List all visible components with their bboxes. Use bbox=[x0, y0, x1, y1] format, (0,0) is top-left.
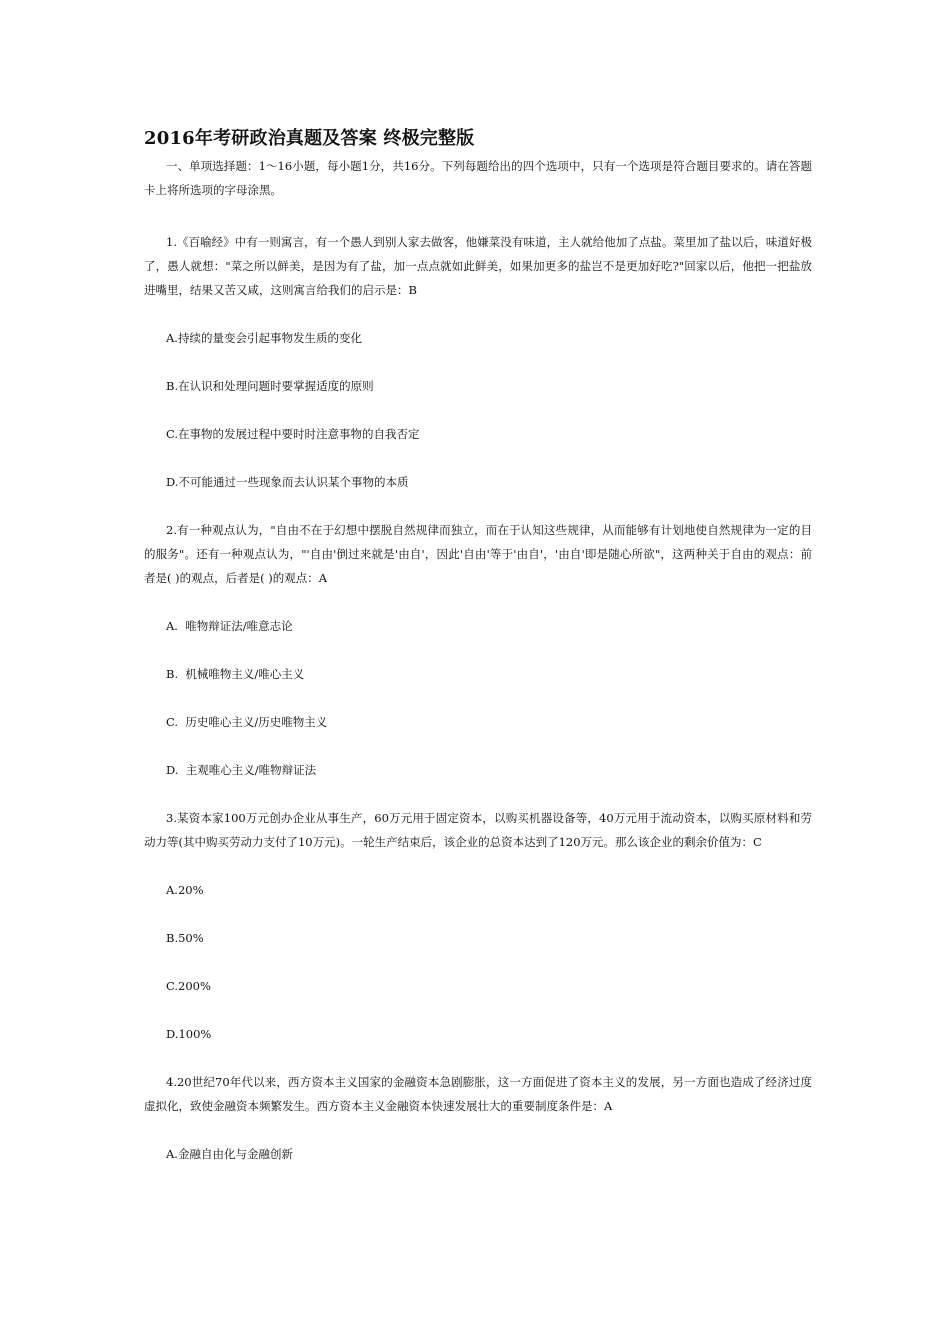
question-3-option-b: B.50% bbox=[166, 931, 204, 945]
question-2-option-c: C. 历史唯心主义/历史唯物主义 bbox=[166, 715, 328, 729]
question-1-option-a: A.持续的量变会引起事物发生质的变化 bbox=[166, 331, 362, 345]
page-title: 2016年考研政治真题及答案 终极完整版 bbox=[144, 128, 475, 149]
question-2-option-d: D. 主观唯心主义/唯物辩证法 bbox=[166, 763, 317, 777]
question-3-option-a: A.20% bbox=[166, 883, 204, 897]
question-2-option-b: B. 机械唯物主义/唯心主义 bbox=[166, 667, 305, 681]
question-3-option-c: C.200% bbox=[166, 979, 211, 993]
question-2-text: 2.有一种观点认为，"自由不在于幻想中摆脱自然规律而独立，而在于认知这些规律，从而能够有计划地使自然规律为一定的目的服务"。还有一种观点认为，"'自由'倒过来就是'由自'，因此'自由'等于'由自'，'由自'即是随心所欲"，这两种关于自由的观点：前者是( )的观点，后者是( )的观点：A bbox=[144, 523, 812, 585]
question-1-option-d: D.不可能通过一些现象而去认识某个事物的本质 bbox=[166, 475, 409, 489]
question-3-option-d: D.100% bbox=[166, 1027, 212, 1041]
document-page bbox=[144, 126, 812, 1190]
question-3-text: 3.某资本家100万元创办企业从事生产，60万元用于固定资本，以购买机器设备等，40万元用于流动资本，以购买原材料和劳动力等(其中购买劳动力支付了10万元)。一轮生产结束后，该企业的总资本达到了120万元。那么该企业的剩余价值为：C bbox=[144, 811, 812, 849]
question-2-option-a: A. 唯物辩证法/唯意志论 bbox=[166, 619, 293, 633]
question-1-option-b: B.在认识和处理问题时要掌握适度的原则 bbox=[166, 379, 374, 393]
question-4-option-a: A.金融自由化与金融创新 bbox=[166, 1147, 293, 1161]
question-4-text: 4.20世纪70年代以来，西方资本主义国家的金融资本急剧膨胀，这一方面促进了资本主义的发展，另一方面也造成了经济过度虚拟化，致使金融资本频繁发生。西方资本主义金融资本快速发展壮大的重要制度条件是：A bbox=[144, 1075, 812, 1113]
section-intro: 一、单项选择题：1～16小题，每小题1分，共16分。下列每题给出的四个选项中，只有一个选项是符合题目要求的。请在答题卡上将所选项的字母涂黑。 bbox=[144, 159, 812, 197]
question-1-text: 1.《百喻经》中有一则寓言，有一个愚人到别人家去做客，他嫌菜没有味道，主人就给他加了点盐。菜里加了盐以后，味道好极了，愚人就想："菜之所以鲜美，是因为有了盐，加一点点就如此鲜美，如果加更多的盐岂不是更加好吃?"回家以后，他把一把盐放进嘴里，结果又苦又咸，这则寓言给我们的启示是：B bbox=[144, 235, 812, 297]
question-1-option-c: C.在事物的发展过程中要时时注意事物的自我否定 bbox=[166, 427, 420, 441]
